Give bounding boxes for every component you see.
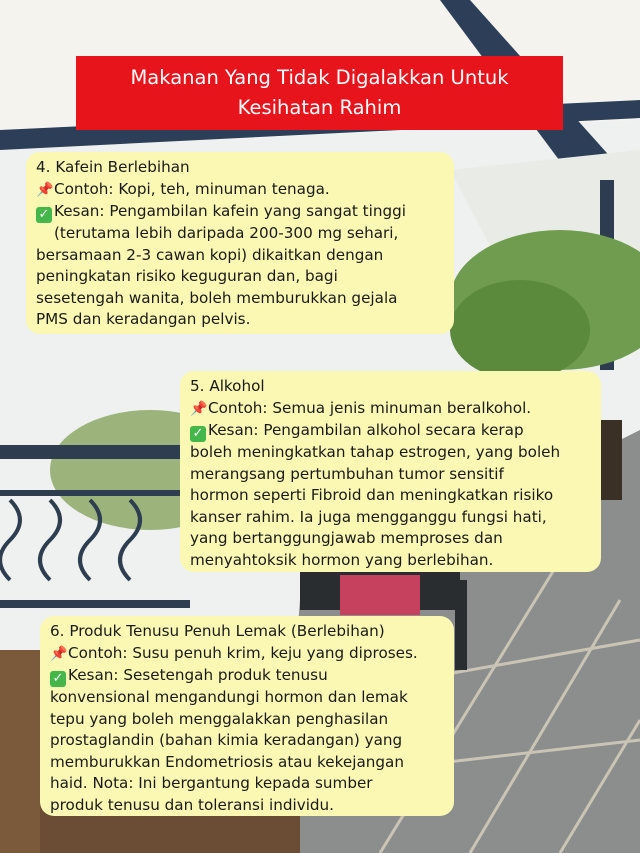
pushpin-icon: 📌 [190, 400, 208, 417]
pushpin-icon: 📌 [36, 181, 54, 198]
card-heading: 4. Kafein Berlebihan [36, 158, 190, 176]
info-card-dairy [40, 616, 454, 816]
title-line-2: Kesihatan Rahim [237, 96, 402, 119]
example-line: 📌Contoh: Semua jenis minuman beralkohol. [190, 398, 593, 421]
info-card-alcohol [180, 371, 601, 572]
effect-line: boleh meningkatkan tahap estrogen, yang boleh [190, 443, 561, 461]
example-line: 📌Contoh: Susu penuh krim, keju yang diproses. [50, 643, 446, 666]
page-title [76, 56, 563, 130]
effect-line: menyahtoksik hormon yang berlebihan. [190, 550, 494, 569]
example-line: 📌Contoh: Kopi, teh, minuman tenaga. [36, 179, 446, 202]
effect-line: memburukkan Endometriosis atau kekejangan [50, 752, 404, 771]
effect-line: haid. Nota: Ini bergantung kepada sumber [50, 774, 373, 792]
effect-line: kanser rahim. Ia juga mengganggu fungsi hati, [190, 507, 547, 526]
check-mark-icon: ✓ [36, 207, 52, 223]
effect-line: PMS dan keradangan pelvis. [36, 310, 251, 328]
effect-line: konvensional mengandungi hormon dan lemak [50, 688, 408, 706]
effect-line: ✓ Kesan: Pengambilan kafein yang sangat tinggi [36, 201, 446, 223]
effect-line: ✓ Kesan: Pengambilan alkohol secara kerap [190, 420, 593, 442]
effect-line: peningkatan risiko keguguran dan, bagi [36, 267, 338, 285]
pushpin-icon: 📌 [50, 645, 68, 662]
effect-line: ✓ Kesan: Sesetengah produk tenusu [50, 665, 446, 687]
effect-line: prostaglandin (bahan kimia keradangan) yang [50, 731, 403, 749]
effect-line: (terutama lebih daripada 200-300 mg sehari, [54, 224, 399, 242]
effect-line: merangsang pertumbuhan tumor sensitif [190, 464, 504, 483]
effect-line: produk tenusu dan toleransi individu. [50, 795, 335, 814]
card-heading: 5. Alkohol [190, 377, 265, 395]
info-card-caffeine [26, 152, 454, 334]
effect-line: yang bertanggungjawab memproses dan [190, 529, 503, 547]
effect-line: sesetengah wanita, boleh memburukkan gejala [36, 288, 398, 307]
check-mark-icon: ✓ [190, 426, 206, 442]
check-mark-icon: ✓ [50, 671, 66, 687]
card-heading: 6. Produk Tenusu Penuh Lemak (Berlebihan) [50, 622, 385, 640]
effect-line: bersamaan 2-3 cawan kopi) dikaitkan dengan [36, 245, 384, 264]
effect-line: hormon seperti Fibroid dan meningkatkan risiko [190, 486, 554, 504]
effect-line: tepu yang boleh menggalakkan penghasilan [50, 709, 389, 728]
title-line-1: Makanan Yang Tidak Digalakkan Untuk [130, 66, 509, 89]
